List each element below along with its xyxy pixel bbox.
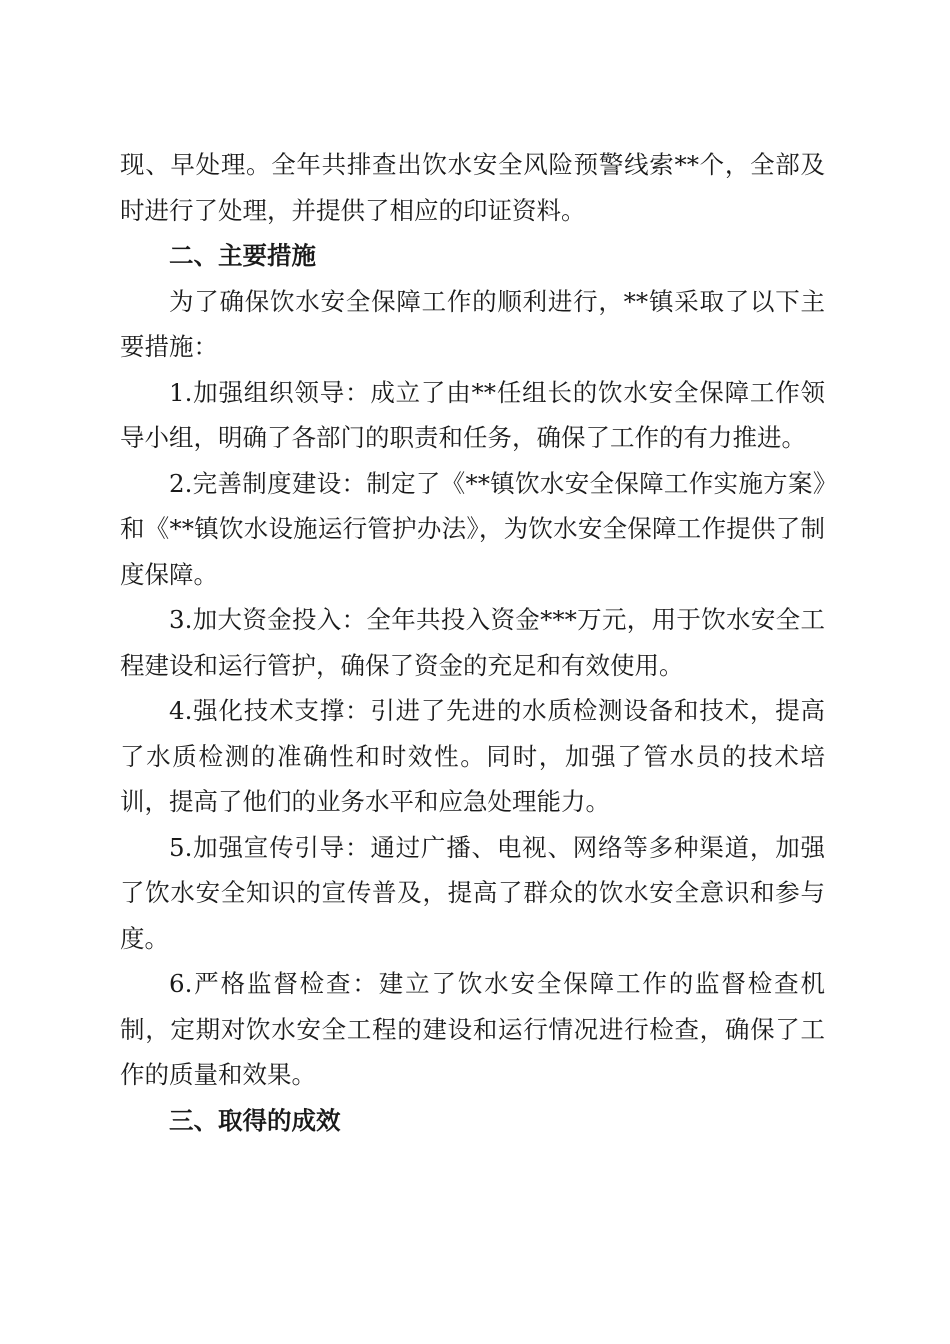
measure-item: 6.严格监督检查：建立了饮水安全保障工作的监督检查机制，定期对饮水安全工程的建设和运行情况进行检查，确保了工作的质量和效果。 (120, 969, 825, 1089)
section-heading-main-measures: 二、主要措施 (169, 241, 316, 270)
measure-item: 3.加大资金投入：全年共投入资金***万元，用于饮水安全工程建设和运行管护，确保了资金的充足和有效使用。 (120, 605, 825, 680)
measure-item: 2.完善制度建设：制定了《**镇饮水安全保障工作实施方案》和《**镇饮水设施运行管护办法》，为饮水安全保障工作提供了制度保障。 (120, 468, 825, 589)
measure-item: 5.加强宣传引导：通过广播、电视、网络等多种渠道，加强了饮水安全知识的宣传普及，提高了群众的饮水安全意识和参与度。 (120, 832, 825, 953)
paragraph-continuation: 现、早处理。全年共排查出饮水安全风险预警线索**个，全部及时进行了处理，并提供了相应的印证资料。 (120, 150, 825, 225)
section-heading-achievements: 三、取得的成效 (169, 1105, 341, 1135)
paragraph-intro: 为了确保饮水安全保障工作的顺利进行，**镇采取了以下主要措施： (120, 286, 825, 361)
document-body (120, 142, 825, 1143)
measure-item: 4.强化技术支撑：引进了先进的水质检测设备和技术，提高了水质检测的准确性和时效性。同时，加强了管水员的技术培训，提高了他们的业务水平和应急处理能力。 (120, 696, 825, 816)
measure-item: 1.加强组织领导：成立了由**任组长的饮水安全保障工作领导小组，明确了各部门的职责和任务，确保了工作的有力推进。 (120, 377, 825, 452)
